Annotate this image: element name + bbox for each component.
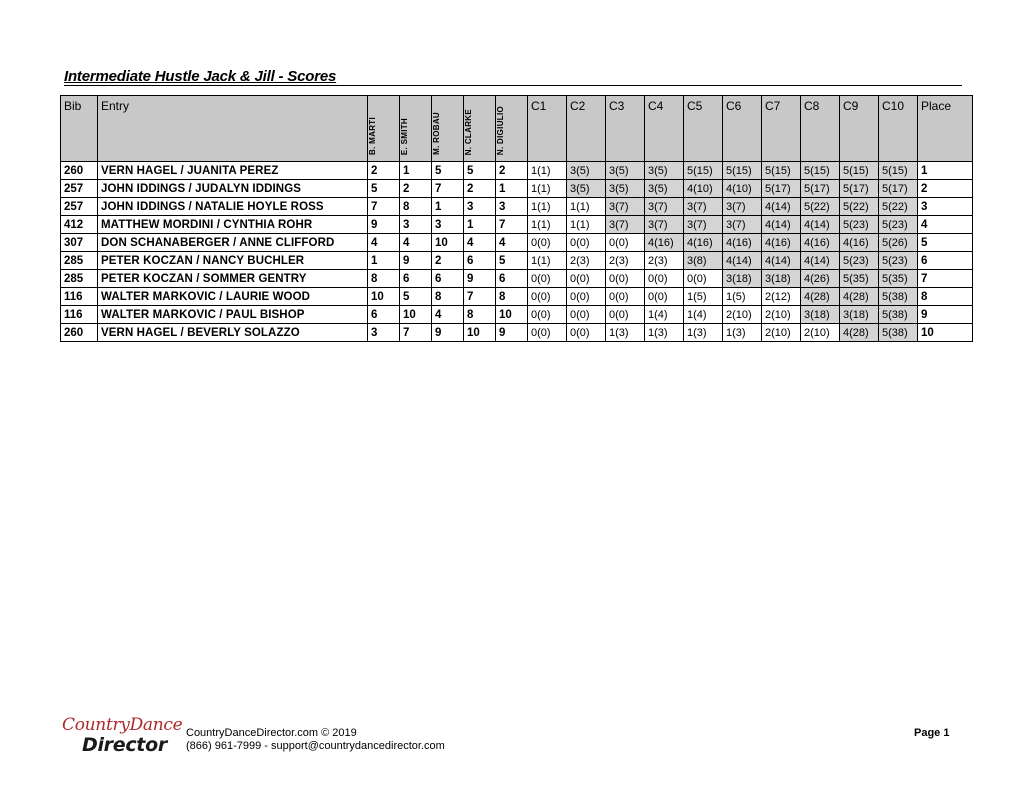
judge-rank-cell: 6 <box>496 270 528 288</box>
count-cell: 0(0) <box>645 270 684 288</box>
entry-cell: WALTER MARKOVIC / PAUL BISHOP <box>98 306 368 324</box>
count-cell: 4(16) <box>801 234 840 252</box>
count-cell: 0(0) <box>528 306 567 324</box>
judge-rank-cell: 7 <box>496 216 528 234</box>
count-cell: 3(5) <box>567 180 606 198</box>
scores-table <box>60 95 973 342</box>
judge-rank-cell: 8 <box>368 270 400 288</box>
judge-rank-cell: 10 <box>400 306 432 324</box>
count-header: C6 <box>723 96 762 162</box>
count-cell: 4(14) <box>723 252 762 270</box>
count-cell: 1(1) <box>528 252 567 270</box>
place-cell: 3 <box>918 198 973 216</box>
table-row <box>61 162 973 180</box>
judge-rank-cell: 7 <box>432 180 464 198</box>
count-cell: 0(0) <box>684 270 723 288</box>
score-body <box>61 162 973 342</box>
table-row <box>61 288 973 306</box>
count-cell: 2(10) <box>723 306 762 324</box>
count-cell: 1(3) <box>606 324 645 342</box>
page-title: Intermediate Hustle Jack & Jill - Scores <box>64 68 337 85</box>
count-cell: 4(14) <box>801 252 840 270</box>
count-cell: 0(0) <box>645 288 684 306</box>
count-header: C7 <box>762 96 801 162</box>
count-cell: 5(22) <box>801 198 840 216</box>
judge-rank-cell: 8 <box>432 288 464 306</box>
count-cell: 3(18) <box>723 270 762 288</box>
judge-rank-cell: 7 <box>464 288 496 306</box>
judge-rank-cell: 4 <box>464 234 496 252</box>
count-cell: 2(3) <box>645 252 684 270</box>
count-cell: 3(8) <box>684 252 723 270</box>
count-cell: 5(23) <box>840 216 879 234</box>
count-cell: 5(23) <box>840 252 879 270</box>
count-cell: 2(10) <box>762 324 801 342</box>
count-cell: 4(16) <box>840 234 879 252</box>
judge-rank-cell: 6 <box>368 306 400 324</box>
count-cell: 0(0) <box>567 324 606 342</box>
judge-rank-cell: 9 <box>464 270 496 288</box>
judge-rank-cell: 4 <box>368 234 400 252</box>
entry-cell: VERN HAGEL / JUANITA PEREZ <box>98 162 368 180</box>
judge-rank-cell: 6 <box>432 270 464 288</box>
count-cell: 5(17) <box>879 180 918 198</box>
count-cell: 1(1) <box>528 180 567 198</box>
count-header: C8 <box>801 96 840 162</box>
count-header: C1 <box>528 96 567 162</box>
table-row <box>61 324 973 342</box>
count-cell: 3(18) <box>840 306 879 324</box>
judge-rank-cell: 2 <box>432 252 464 270</box>
judge-rank-cell: 8 <box>400 198 432 216</box>
table-row <box>61 252 973 270</box>
bib-header: Bib <box>61 96 98 162</box>
count-cell: 3(7) <box>684 198 723 216</box>
footer-copyright: CountryDanceDirector.com © 2019 <box>186 727 357 739</box>
judge-rank-cell: 4 <box>400 234 432 252</box>
judge-rank-cell: 3 <box>464 198 496 216</box>
count-cell: 4(28) <box>840 288 879 306</box>
count-cell: 4(16) <box>684 234 723 252</box>
count-cell: 0(0) <box>528 270 567 288</box>
judge-rank-cell: 9 <box>432 324 464 342</box>
count-cell: 0(0) <box>528 324 567 342</box>
judge-header: N. CLARKE <box>464 96 496 162</box>
judge-rank-cell: 1 <box>368 252 400 270</box>
count-cell: 2(3) <box>606 252 645 270</box>
judge-rank-cell: 5 <box>368 180 400 198</box>
judge-rank-cell: 10 <box>464 324 496 342</box>
table-row <box>61 270 973 288</box>
count-cell: 5(38) <box>879 324 918 342</box>
count-cell: 0(0) <box>606 270 645 288</box>
count-cell: 1(4) <box>645 306 684 324</box>
table-row <box>61 216 973 234</box>
bib-cell: 285 <box>61 270 98 288</box>
count-cell: 2(10) <box>762 306 801 324</box>
count-cell: 2(10) <box>801 324 840 342</box>
count-cell: 0(0) <box>528 288 567 306</box>
judge-rank-cell: 1 <box>432 198 464 216</box>
judge-rank-cell: 3 <box>496 198 528 216</box>
footer-phone-email: (866) 961-7999 - support@countrydancedirector.com <box>186 740 445 752</box>
count-header: C5 <box>684 96 723 162</box>
count-cell: 5(35) <box>879 270 918 288</box>
count-header: C3 <box>606 96 645 162</box>
company-logo <box>62 715 183 759</box>
count-cell: 1(5) <box>723 288 762 306</box>
judge-rank-cell: 5 <box>496 252 528 270</box>
place-cell: 6 <box>918 252 973 270</box>
judge-rank-cell: 10 <box>496 306 528 324</box>
count-cell: 3(7) <box>645 216 684 234</box>
entry-cell: DON SCHANABERGER / ANNE CLIFFORD <box>98 234 368 252</box>
entry-cell: JOHN IDDINGS / NATALIE HOYLE ROSS <box>98 198 368 216</box>
count-cell: 0(0) <box>567 270 606 288</box>
table-row <box>61 306 973 324</box>
page-number: Page 1 <box>914 727 950 739</box>
judge-rank-cell: 9 <box>400 252 432 270</box>
count-cell: 3(18) <box>801 306 840 324</box>
place-cell: 9 <box>918 306 973 324</box>
judge-header: M. ROBAU <box>432 96 464 162</box>
count-cell: 5(15) <box>879 162 918 180</box>
judge-rank-cell: 9 <box>368 216 400 234</box>
count-cell: 5(38) <box>879 288 918 306</box>
count-cell: 3(7) <box>723 216 762 234</box>
count-cell: 3(7) <box>723 198 762 216</box>
footer-contact <box>186 727 445 753</box>
entry-header: Entry <box>98 96 368 162</box>
judge-rank-cell: 4 <box>496 234 528 252</box>
count-cell: 5(22) <box>840 198 879 216</box>
judge-header: B. MARTI <box>368 96 400 162</box>
count-cell: 4(16) <box>762 234 801 252</box>
table-row <box>61 234 973 252</box>
count-cell: 1(1) <box>528 162 567 180</box>
logo-bottom-text: Director <box>82 734 167 756</box>
count-cell: 1(5) <box>684 288 723 306</box>
bib-cell: 257 <box>61 198 98 216</box>
judge-rank-cell: 3 <box>432 216 464 234</box>
judge-rank-cell: 8 <box>496 288 528 306</box>
count-cell: 0(0) <box>567 288 606 306</box>
judge-rank-cell: 1 <box>464 216 496 234</box>
header-row <box>61 96 973 162</box>
count-cell: 0(0) <box>528 234 567 252</box>
place-cell: 4 <box>918 216 973 234</box>
entry-cell: MATTHEW MORDINI / CYNTHIA ROHR <box>98 216 368 234</box>
count-cell: 3(18) <box>762 270 801 288</box>
count-cell: 3(5) <box>645 162 684 180</box>
judge-rank-cell: 2 <box>368 162 400 180</box>
count-cell: 1(1) <box>567 216 606 234</box>
place-cell: 1 <box>918 162 973 180</box>
place-cell: 7 <box>918 270 973 288</box>
judge-header: N. DIGIULIO <box>496 96 528 162</box>
table-row <box>61 198 973 216</box>
count-cell: 4(10) <box>723 180 762 198</box>
judge-rank-cell: 3 <box>400 216 432 234</box>
judge-rank-cell: 10 <box>368 288 400 306</box>
count-cell: 4(28) <box>840 324 879 342</box>
count-cell: 5(17) <box>840 180 879 198</box>
judge-rank-cell: 2 <box>400 180 432 198</box>
count-cell: 1(1) <box>528 216 567 234</box>
count-cell: 1(3) <box>684 324 723 342</box>
bib-cell: 257 <box>61 180 98 198</box>
count-cell: 4(14) <box>762 198 801 216</box>
bib-cell: 116 <box>61 306 98 324</box>
count-cell: 1(1) <box>567 198 606 216</box>
count-cell: 1(3) <box>723 324 762 342</box>
count-cell: 4(14) <box>801 216 840 234</box>
judge-rank-cell: 8 <box>464 306 496 324</box>
count-cell: 2(12) <box>762 288 801 306</box>
table-row <box>61 180 973 198</box>
count-cell: 3(5) <box>606 162 645 180</box>
judge-rank-cell: 7 <box>400 324 432 342</box>
count-header: C2 <box>567 96 606 162</box>
count-cell: 0(0) <box>606 306 645 324</box>
count-cell: 2(3) <box>567 252 606 270</box>
count-cell: 4(14) <box>762 216 801 234</box>
count-cell: 3(7) <box>606 198 645 216</box>
judge-rank-cell: 4 <box>432 306 464 324</box>
place-cell: 10 <box>918 324 973 342</box>
judge-rank-cell: 5 <box>400 288 432 306</box>
count-header: C9 <box>840 96 879 162</box>
count-cell: 0(0) <box>606 234 645 252</box>
count-cell: 5(17) <box>762 180 801 198</box>
count-cell: 5(15) <box>840 162 879 180</box>
count-cell: 5(15) <box>801 162 840 180</box>
count-cell: 0(0) <box>606 288 645 306</box>
entry-cell: PETER KOCZAN / SOMMER GENTRY <box>98 270 368 288</box>
bib-cell: 307 <box>61 234 98 252</box>
count-cell: 4(16) <box>645 234 684 252</box>
count-cell: 5(15) <box>684 162 723 180</box>
count-cell: 4(26) <box>801 270 840 288</box>
count-cell: 3(5) <box>567 162 606 180</box>
bib-cell: 260 <box>61 162 98 180</box>
entry-cell: PETER KOCZAN / NANCY BUCHLER <box>98 252 368 270</box>
count-cell: 3(7) <box>684 216 723 234</box>
count-cell: 5(22) <box>879 198 918 216</box>
count-cell: 3(7) <box>645 198 684 216</box>
count-cell: 3(5) <box>645 180 684 198</box>
entry-cell: VERN HAGEL / BEVERLY SOLAZZO <box>98 324 368 342</box>
judge-rank-cell: 6 <box>400 270 432 288</box>
judge-header: E. SMITH <box>400 96 432 162</box>
logo-top-text: CountryDance <box>62 715 183 735</box>
count-cell: 0(0) <box>567 234 606 252</box>
bib-cell: 260 <box>61 324 98 342</box>
count-cell: 5(26) <box>879 234 918 252</box>
judge-rank-cell: 3 <box>368 324 400 342</box>
count-cell: 4(16) <box>723 234 762 252</box>
count-cell: 5(17) <box>801 180 840 198</box>
count-cell: 3(5) <box>606 180 645 198</box>
count-cell: 4(14) <box>762 252 801 270</box>
place-header: Place <box>918 96 973 162</box>
judge-rank-cell: 5 <box>464 162 496 180</box>
entry-cell: JOHN IDDINGS / JUDALYN IDDINGS <box>98 180 368 198</box>
judge-rank-cell: 6 <box>464 252 496 270</box>
count-cell: 5(23) <box>879 252 918 270</box>
count-cell: 1(3) <box>645 324 684 342</box>
judge-rank-cell: 2 <box>496 162 528 180</box>
count-cell: 4(10) <box>684 180 723 198</box>
count-cell: 0(0) <box>567 306 606 324</box>
count-cell: 1(4) <box>684 306 723 324</box>
place-cell: 5 <box>918 234 973 252</box>
count-cell: 5(15) <box>723 162 762 180</box>
count-cell: 1(1) <box>528 198 567 216</box>
judge-rank-cell: 1 <box>400 162 432 180</box>
bib-cell: 285 <box>61 252 98 270</box>
count-header: C10 <box>879 96 918 162</box>
count-cell: 5(38) <box>879 306 918 324</box>
bib-cell: 116 <box>61 288 98 306</box>
place-cell: 8 <box>918 288 973 306</box>
judge-rank-cell: 7 <box>368 198 400 216</box>
count-cell: 5(35) <box>840 270 879 288</box>
count-cell: 5(23) <box>879 216 918 234</box>
entry-cell: WALTER MARKOVIC / LAURIE WOOD <box>98 288 368 306</box>
judge-rank-cell: 10 <box>432 234 464 252</box>
count-cell: 4(28) <box>801 288 840 306</box>
judge-rank-cell: 2 <box>464 180 496 198</box>
judge-rank-cell: 5 <box>432 162 464 180</box>
title-rule <box>64 85 962 86</box>
count-header: C4 <box>645 96 684 162</box>
place-cell: 2 <box>918 180 973 198</box>
judge-rank-cell: 1 <box>496 180 528 198</box>
judge-rank-cell: 9 <box>496 324 528 342</box>
bib-cell: 412 <box>61 216 98 234</box>
count-cell: 5(15) <box>762 162 801 180</box>
count-cell: 3(7) <box>606 216 645 234</box>
